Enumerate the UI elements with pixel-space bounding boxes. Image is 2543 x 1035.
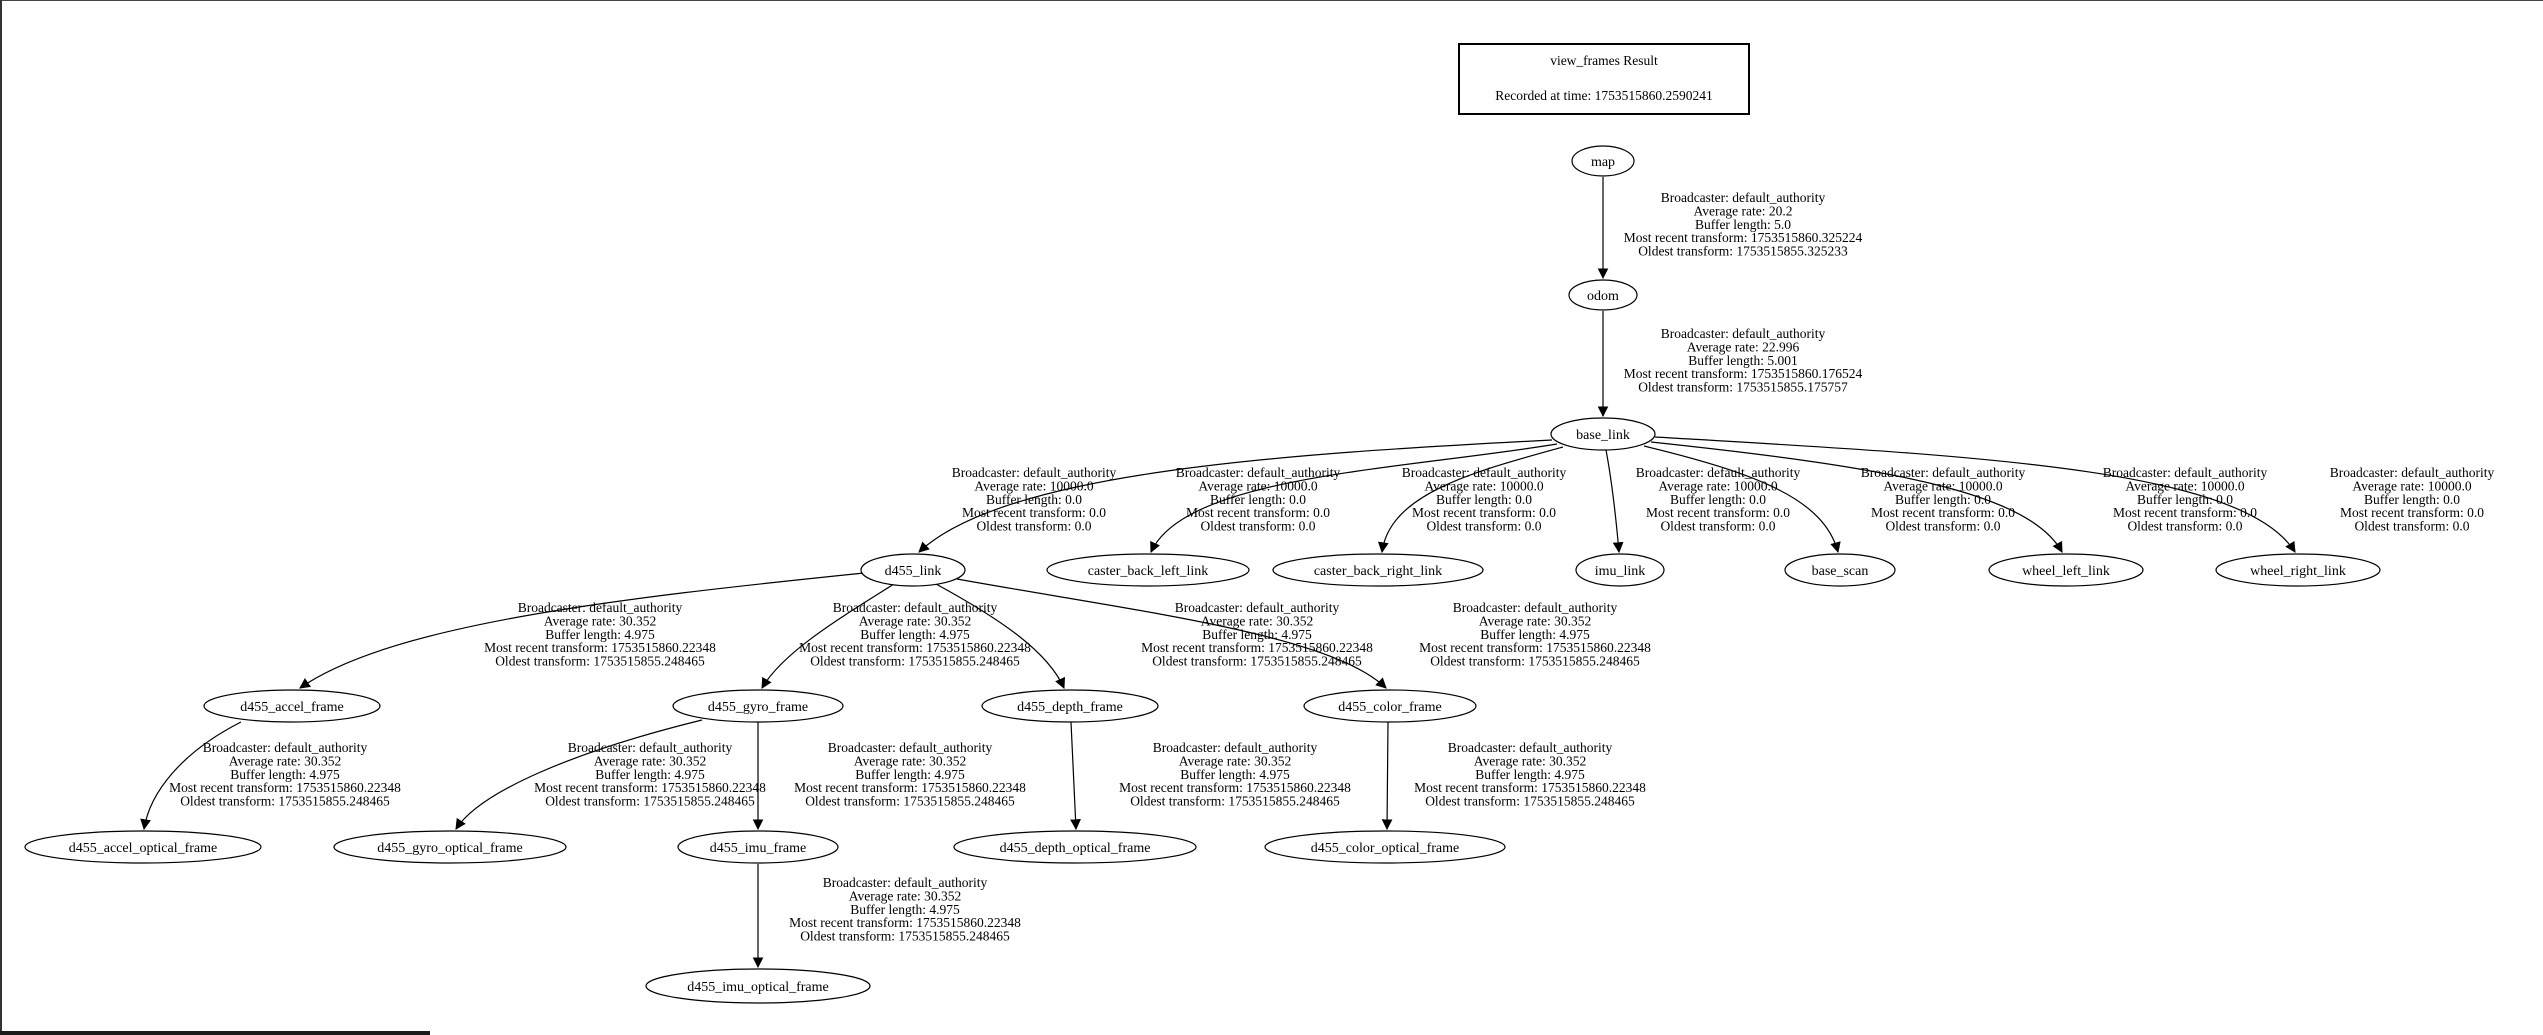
edge-label-d455_gyro_frame-to-d455_gyro_optical_frame: Broadcaster: default_authority Average rate: 30.352 Buffer length: 4.975 Most recent transform: 1753515860.22348 Oldest transform: 1753515855.248465 <box>534 740 766 809</box>
edge-label-base_link-to-wheel_right_link: Broadcaster: default_authority Average rate: 10000.0 Buffer length: 0.0 Most recent transform: 0.0 Oldest transform: 0.0 <box>2329 465 2495 534</box>
title-box-heading: view_frames Result <box>1550 53 1658 68</box>
edge-label-map-to-odom: Broadcaster: default_authority Average rate: 20.2 Buffer length: 5.0 Most recent transform: 1753515860.325224 Oldest transform: 1753515855.325233 <box>1623 190 1863 259</box>
node-label-odom: odom <box>1587 289 1619 304</box>
edge-base_link-to-imu_link <box>1606 450 1619 552</box>
node-label-d455_depth_frame: d455_depth_frame <box>1017 700 1123 715</box>
node-label-d455_gyro_frame: d455_gyro_frame <box>707 700 809 715</box>
node-label-d455_imu_optical_frame: d455_imu_optical_frame <box>687 980 829 995</box>
edge-label-d455_link-to-d455_depth_frame: Broadcaster: default_authority Average rate: 30.352 Buffer length: 4.975 Most recent transform: 1753515860.22348 Oldest transform: 1753515855.248465 <box>1141 600 1373 669</box>
node-label-caster_back_right_link: caster_back_right_link <box>1313 564 1443 579</box>
edge-label-d455_gyro_frame-to-d455_imu_frame: Broadcaster: default_authority Average rate: 30.352 Buffer length: 4.975 Most recent transform: 1753515860.22348 Oldest transform: 1753515855.248465 <box>794 740 1026 809</box>
edge-d455_depth_frame-to-d455_depth_optical_frame <box>1071 722 1076 829</box>
edge-label-base_link-to-imu_link: Broadcaster: default_authority Average rate: 10000.0 Buffer length: 0.0 Most recent transform: 0.0 Oldest transform: 0.0 <box>1635 465 1801 534</box>
node-label-caster_back_left_link: caster_back_left_link <box>1087 564 1209 579</box>
node-label-d455_gyro_optical_frame: d455_gyro_optical_frame <box>377 841 523 856</box>
node-label-wheel_left_link: wheel_left_link <box>2022 564 2110 579</box>
node-label-base_link: base_link <box>1576 428 1630 443</box>
node-label-base_scan: base_scan <box>1811 564 1869 579</box>
edge-d455_link-to-d455_color_frame <box>957 579 1386 688</box>
edge-label-base_link-to-wheel_left_link: Broadcaster: default_authority Average rate: 10000.0 Buffer length: 0.0 Most recent transform: 0.0 Oldest transform: 0.0 <box>2102 465 2268 534</box>
node-label-d455_color_frame: d455_color_frame <box>1338 700 1442 715</box>
edge-label-base_link-to-caster_back_left_link: Broadcaster: default_authority Average rate: 10000.0 Buffer length: 0.0 Most recent transform: 0.0 Oldest transform: 0.0 <box>1175 465 1341 534</box>
node-label-d455_accel_frame: d455_accel_frame <box>240 700 344 715</box>
edge-d455_accel_frame-to-d455_accel_optical_frame <box>144 722 241 829</box>
node-label-d455_link: d455_link <box>884 564 942 579</box>
nodes-layer <box>25 146 2380 1003</box>
edge-label-d455_link-to-d455_gyro_frame: Broadcaster: default_authority Average rate: 30.352 Buffer length: 4.975 Most recent transform: 1753515860.22348 Oldest transform: 1753515855.248465 <box>799 600 1031 669</box>
edge-label-d455_depth_frame-to-d455_depth_optical_frame: Broadcaster: default_authority Average rate: 30.352 Buffer length: 4.975 Most recent transform: 1753515860.22348 Oldest transform: 1753515855.248465 <box>1119 740 1351 809</box>
node-label-wheel_right_link: wheel_right_link <box>2250 564 2346 579</box>
edge-label-d455_link-to-d455_color_frame: Broadcaster: default_authority Average rate: 30.352 Buffer length: 4.975 Most recent transform: 1753515860.22348 Oldest transform: 1753515855.248465 <box>1419 600 1651 669</box>
edge-label-d455_imu_frame-to-d455_imu_optical_frame: Broadcaster: default_authority Average rate: 30.352 Buffer length: 4.975 Most recent transform: 1753515860.22348 Oldest transform: 1753515855.248465 <box>789 875 1021 944</box>
edge-label-odom-to-base_link: Broadcaster: default_authority Average rate: 22.996 Buffer length: 5.001 Most recent transform: 1753515860.176524 Oldest transform: 1753515855.175757 <box>1623 326 1863 395</box>
edge-label-d455_accel_frame-to-d455_accel_optical_frame: Broadcaster: default_authority Average rate: 30.352 Buffer length: 4.975 Most recent transform: 1753515860.22348 Oldest transform: 1753515855.248465 <box>169 740 401 809</box>
node-label-map: map <box>1590 155 1616 170</box>
edge-label-base_link-to-d455_link: Broadcaster: default_authority Average rate: 10000.0 Buffer length: 0.0 Most recent transform: 0.0 Oldest transform: 0.0 <box>951 465 1117 534</box>
node-label-d455_color_optical_frame: d455_color_optical_frame <box>1310 841 1460 856</box>
node-label-d455_accel_optical_frame: d455_accel_optical_frame <box>68 841 218 856</box>
node-label-imu_link: imu_link <box>1594 564 1646 579</box>
node-label-d455_depth_optical_frame: d455_depth_optical_frame <box>999 841 1151 856</box>
title-box-recorded-time: Recorded at time: 1753515860.2590241 <box>1495 88 1713 103</box>
title-box <box>1458 43 1750 115</box>
edge-label-base_link-to-caster_back_right_link: Broadcaster: default_authority Average rate: 10000.0 Buffer length: 0.0 Most recent transform: 0.0 Oldest transform: 0.0 <box>1401 465 1567 534</box>
edge-label-base_link-to-base_scan: Broadcaster: default_authority Average rate: 10000.0 Buffer length: 0.0 Most recent transform: 0.0 Oldest transform: 0.0 <box>1860 465 2026 534</box>
edge-d455_color_frame-to-d455_color_optical_frame <box>1387 722 1388 829</box>
edge-label-d455_color_frame-to-d455_color_optical_frame: Broadcaster: default_authority Average rate: 30.352 Buffer length: 4.975 Most recent transform: 1753515860.22348 Oldest transform: 1753515855.248465 <box>1414 740 1646 809</box>
node-label-d455_imu_frame: d455_imu_frame <box>709 841 807 856</box>
edge-label-d455_link-to-d455_accel_frame: Broadcaster: default_authority Average rate: 30.352 Buffer length: 4.975 Most recent transform: 1753515860.22348 Oldest transform: 1753515855.248465 <box>484 600 716 669</box>
